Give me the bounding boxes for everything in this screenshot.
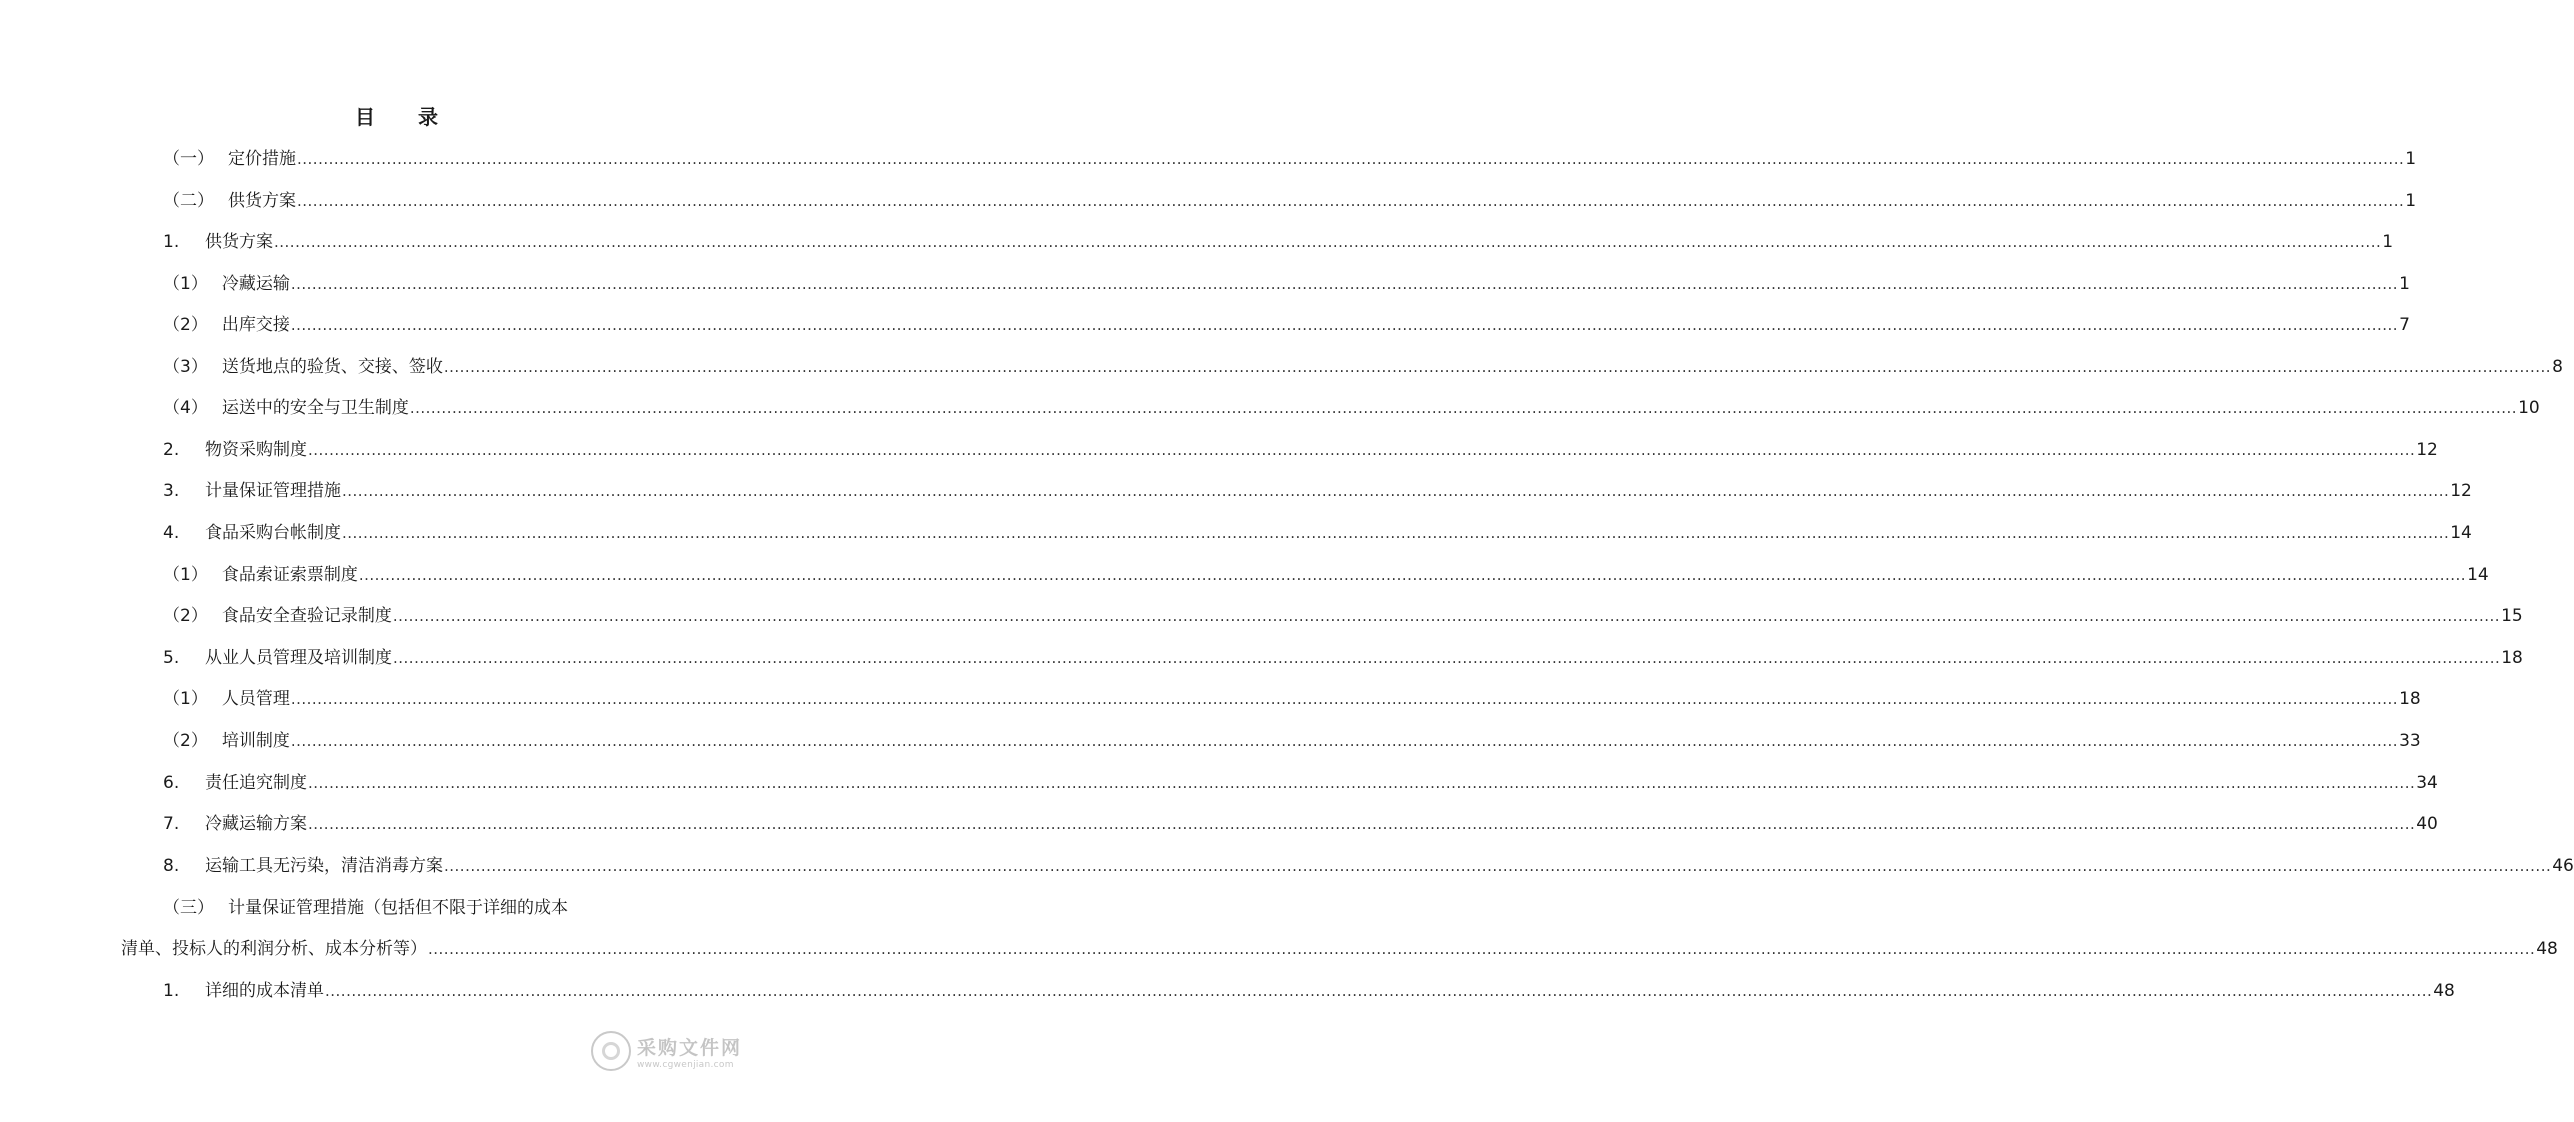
toc-entry bbox=[163, 519, 2472, 547]
toc-entry-number: （3） bbox=[163, 357, 208, 377]
toc-entry-number: （1） bbox=[163, 274, 208, 294]
toc-leader-dots: ................................................................................................................................................................................................................................................................................................................................................................................................................ bbox=[297, 192, 2405, 210]
toc-page-number: 1 bbox=[2405, 149, 2417, 169]
toc-leader-dots: ................................................................................................................................................................................................................................................................................................................................................................................................................ bbox=[444, 857, 2552, 875]
toc-entry-text: 责任追究制度 bbox=[205, 773, 307, 793]
toc-entry-number: （2） bbox=[163, 315, 208, 335]
toc-entry bbox=[163, 353, 2563, 381]
toc-leader-dots: ................................................................................................................................................................................................................................................................................................................................................................................................................ bbox=[409, 399, 2518, 417]
toc-page-number: 1 bbox=[2399, 274, 2410, 294]
toc-entry-number: （三） bbox=[163, 898, 214, 918]
toc-entry-number: 1. bbox=[163, 981, 180, 1001]
toc-leader-dots: ................................................................................................................................................................................................................................................................................................................................................................................................................ bbox=[392, 607, 2501, 625]
toc-leader-dots: ................................................................................................................................................................................................................................................................................................................................................................................................................ bbox=[342, 482, 2450, 500]
toc-leader-dots: ................................................................................................................................................................................................................................................................................................................................................................................................................ bbox=[308, 774, 2416, 792]
toc-leader-dots: ................................................................................................................................................................................................................................................................................................................................................................................................................ bbox=[393, 649, 2501, 667]
toc-entry bbox=[163, 852, 2574, 880]
toc-leader-dots: ................................................................................................................................................................................................................................................................................................................................................................................................................ bbox=[290, 732, 2399, 750]
toc-entry-text: 供货方案 bbox=[205, 232, 273, 252]
toc-leader-dots: ................................................................................................................................................................................................................................................................................................................................................................................................................ bbox=[358, 566, 2467, 584]
toc-entry-number: 3. bbox=[163, 481, 180, 501]
toc-entry-number: （2） bbox=[163, 731, 208, 751]
toc-entry-text: 计量保证管理措施（包括但不限于详细的成本 bbox=[228, 898, 568, 918]
toc-page-number: 40 bbox=[2416, 814, 2438, 834]
toc-entry bbox=[163, 561, 2489, 589]
toc-page-number: 48 bbox=[2536, 939, 2558, 959]
toc-entry-number: 5. bbox=[163, 648, 180, 668]
toc-title: 目 录 bbox=[355, 105, 456, 129]
toc-page-number: 7 bbox=[2399, 315, 2410, 335]
toc-entry-text: 运送中的安全与卫生制度 bbox=[221, 398, 409, 418]
toc-entry bbox=[163, 436, 2438, 464]
toc-page-number: 14 bbox=[2450, 523, 2472, 543]
watermark bbox=[591, 1026, 751, 1076]
toc-page-number: 14 bbox=[2467, 565, 2489, 585]
toc-entry-text: 食品采购台帐制度 bbox=[205, 523, 341, 543]
toc-entry-number: 6. bbox=[163, 773, 180, 793]
toc-entry-text: 冷藏运输 bbox=[221, 274, 290, 294]
toc-entry-text: 培训制度 bbox=[221, 731, 290, 751]
toc-entry bbox=[163, 145, 2417, 173]
watermark-name: 采购文件网 bbox=[637, 1036, 743, 1059]
toc-leader-dots: ................................................................................................................................................................................................................................................................................................................................................................................................................ bbox=[297, 150, 2405, 168]
toc-entry bbox=[163, 477, 2472, 505]
toc-entry-number: 4. bbox=[163, 523, 180, 543]
toc-entry bbox=[163, 769, 2438, 797]
toc-entry-number: （2） bbox=[163, 606, 208, 626]
toc-entry-text: 食品索证索票制度 bbox=[221, 565, 358, 585]
toc-entry bbox=[163, 228, 2394, 256]
toc-page-number: 15 bbox=[2501, 606, 2523, 626]
toc-entry bbox=[163, 977, 2455, 1005]
toc-leader-dots: ................................................................................................................................................................................................................................................................................................................................................................................................................ bbox=[308, 815, 2416, 833]
toc-page-number: 34 bbox=[2416, 773, 2438, 793]
toc-page-number: 8 bbox=[2552, 357, 2563, 377]
watermark-logo-icon bbox=[591, 1031, 631, 1071]
toc-entry-text: 出库交接 bbox=[221, 315, 290, 335]
watermark-url: www.cgwenjian.com bbox=[637, 1059, 734, 1070]
toc-entry bbox=[163, 644, 2523, 672]
toc-leader-dots: ................................................................................................................................................................................................................................................................................................................................................................................................................ bbox=[428, 940, 2536, 958]
toc-entry-text: 人员管理 bbox=[221, 689, 290, 709]
toc-entry-text: 定价措施 bbox=[228, 149, 296, 169]
toc-entry-number: 7. bbox=[163, 814, 180, 834]
toc-entry-number: （一） bbox=[163, 149, 214, 169]
toc-entry bbox=[163, 685, 2421, 713]
toc-entry-text: 运输工具无污染，清洁消毒方案 bbox=[205, 856, 443, 876]
toc-entry-number: 8. bbox=[163, 856, 180, 876]
toc-page-number: 10 bbox=[2518, 398, 2540, 418]
toc-entry bbox=[163, 810, 2438, 838]
toc-leader-dots: ................................................................................................................................................................................................................................................................................................................................................................................................................ bbox=[290, 690, 2399, 708]
toc-leader-dots: ................................................................................................................................................................................................................................................................................................................................................................................................................ bbox=[342, 524, 2450, 542]
toc-entry-text: 清单、投标人的利润分析、成本分析等） bbox=[121, 939, 427, 959]
toc-entry-wrapped-line2 bbox=[121, 935, 2558, 963]
toc-entry-text: 食品安全查验记录制度 bbox=[221, 606, 392, 626]
toc-page-number: 46 bbox=[2552, 856, 2574, 876]
toc-entry-text: 计量保证管理措施 bbox=[205, 481, 341, 501]
toc-page-number: 1 bbox=[2382, 232, 2394, 252]
toc-entry-number: （4） bbox=[163, 398, 208, 418]
toc-entry-text: 物资采购制度 bbox=[205, 440, 307, 460]
toc-entry bbox=[163, 311, 2410, 339]
toc-entry-text: 供货方案 bbox=[228, 191, 296, 211]
toc-leader-dots: ................................................................................................................................................................................................................................................................................................................................................................................................................ bbox=[274, 233, 2382, 251]
toc-entry-number: 1. bbox=[163, 232, 180, 252]
toc-leader-dots: ................................................................................................................................................................................................................................................................................................................................................................................................................ bbox=[290, 316, 2399, 334]
toc-page-number: 33 bbox=[2399, 731, 2421, 751]
toc-entry-number: （二） bbox=[163, 191, 214, 211]
toc-entry-wrapped-line1 bbox=[163, 894, 568, 922]
toc-leader-dots: ................................................................................................................................................................................................................................................................................................................................................................................................................ bbox=[325, 982, 2433, 1000]
toc-entry bbox=[163, 270, 2410, 298]
toc-page-number: 48 bbox=[2433, 981, 2455, 1001]
toc-entry-number: （1） bbox=[163, 689, 208, 709]
toc-page-number: 12 bbox=[2450, 481, 2472, 501]
toc-entry-number: （1） bbox=[163, 565, 208, 585]
toc-entry-text: 送货地点的验货、交接、签收 bbox=[221, 357, 443, 377]
toc-entry bbox=[163, 727, 2421, 755]
toc-entry-text: 详细的成本清单 bbox=[205, 981, 324, 1001]
toc-leader-dots: ................................................................................................................................................................................................................................................................................................................................................................................................................ bbox=[290, 275, 2399, 293]
toc-page-number: 1 bbox=[2405, 191, 2417, 211]
toc-entry-number: 2. bbox=[163, 440, 180, 460]
toc-entry-text: 冷藏运输方案 bbox=[205, 814, 307, 834]
toc-entry bbox=[163, 187, 2417, 215]
toc-page-number: 12 bbox=[2416, 440, 2438, 460]
toc-entry bbox=[163, 394, 2540, 422]
toc-page-number: 18 bbox=[2399, 689, 2421, 709]
toc-leader-dots: ................................................................................................................................................................................................................................................................................................................................................................................................................ bbox=[308, 441, 2416, 459]
toc-leader-dots: ................................................................................................................................................................................................................................................................................................................................................................................................................ bbox=[443, 358, 2552, 376]
toc-entry-text: 从业人员管理及培训制度 bbox=[205, 648, 392, 668]
toc-entry bbox=[163, 602, 2523, 630]
toc-page-number: 18 bbox=[2501, 648, 2523, 668]
